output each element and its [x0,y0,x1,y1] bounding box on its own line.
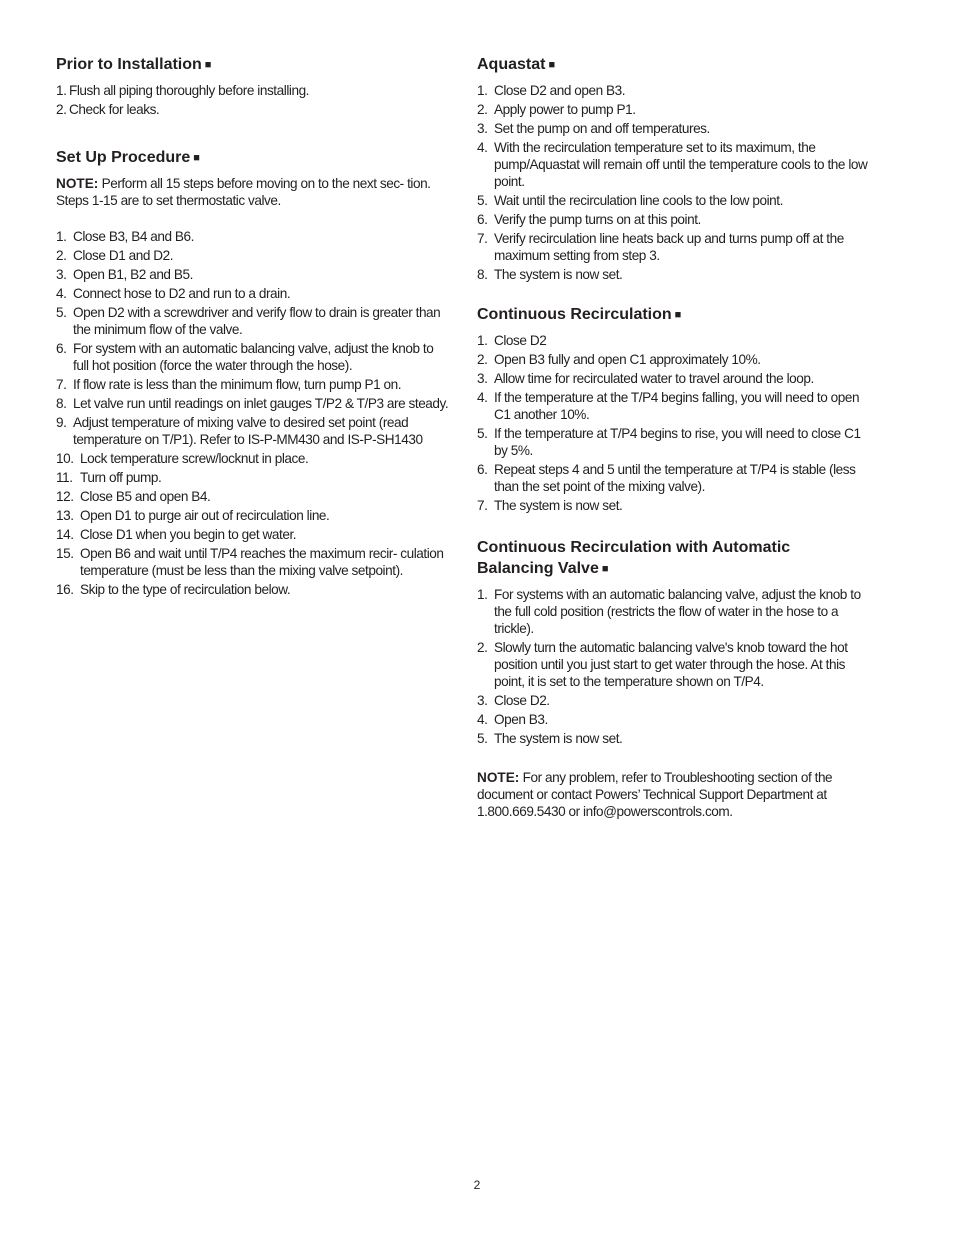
section-marker-icon: ■ [601,563,609,575]
setup-heading-text: Set Up Procedure [56,149,191,166]
list-item: 15. Open B6 and wait until T/P4 reaches the maximum recir- culation temperature (must be less than the mixing valve setpoint). [56,546,444,578]
list-item: 4. Connect hose to D2 and run to a drain. [56,286,291,301]
list-item: 12. Close B5 and open B4. [56,489,211,504]
aquastat-heading-text: Aquastat [477,56,546,73]
list-item: 3. Allow time for recirculated water to travel around the loop. [477,371,814,386]
auto-heading-line1: Continuous Recirculation with Automatic [477,539,791,556]
setup-list [56,228,451,448]
list-item: 2. Open B3 fully and open C1 approximately 10%. [477,352,761,367]
auto-heading-line2: Balancing Valve [477,560,599,577]
continuous-heading [477,304,872,327]
list-item: 10. Lock temperature screw/locknut in place. [56,451,309,466]
section-marker-icon: ■ [548,59,556,71]
list-item: 1. Close D2 [477,333,547,348]
section-marker-icon: ■ [204,59,212,71]
list-item: 16. Skip to the type of recirculation below. [56,582,291,597]
list-item: 5. Open D2 with a screwdriver and verify flow to drain is greater than the minimum flow of the valve. [56,305,441,337]
prior-heading-text: Prior to Installation [56,56,202,73]
setup-note: NOTE: Perform all 15 steps before moving on to the next sec- tion. Steps 1-15 are to set thermostatic valve. [56,176,431,208]
final-note: NOTE: For any problem, refer to Troubleshooting section of the document or contact Powers’ Technical Support Department at 1.800.669.5430 or info@powerscontrols.com. [477,770,833,819]
list-item: 2. Apply power to pump P1. [477,102,636,117]
list-item: 2. Close D1 and D2. [56,248,174,263]
list-item: 13. Open D1 to purge air out of recirculation line. [56,508,330,523]
list-item: 5. If the temperature at T/P4 begins to rise, you will need to close C1 by 5%. [477,426,861,458]
prior-heading [56,54,451,77]
auto-balancing-list [477,586,872,747]
list-item: 6. For system with an automatic balancing valve, adjust the knob to full hot position (force the water through the hose). [56,341,434,373]
setup-list-continued [56,450,451,598]
list-item: 2. Check for leaks. [56,102,160,117]
note-label: NOTE: [477,770,520,785]
list-item: 3. Open B1, B2 and B5. [56,267,193,282]
list-item: 3. Close D2. [477,693,550,708]
continuous-heading-text: Continuous Recirculation [477,306,672,323]
list-item: 4. Open B3. [477,712,548,727]
aquastat-heading [477,54,872,77]
list-item: 2. Slowly turn the automatic balancing valve's knob toward the hot position until you just start to get water through the hose. At this point, it is set to the temperature shown on T/P4. [477,640,848,689]
prior-list [56,82,451,118]
section-marker-icon: ■ [674,309,682,321]
list-item: 1. Close B3, B4 and B6. [56,229,194,244]
note-label: NOTE: [56,176,99,191]
list-item: 4. If the temperature at the T/P4 begins falling, you will need to open C1 another 10%. [477,390,860,422]
list-item: 1. For systems with an automatic balancing valve, adjust the knob to the full cold position (restricts the flow of water in the hose to a trickle). [477,587,861,636]
setup-heading [56,147,451,170]
list-item: 8. Let valve run until readings on inlet gauges T/P2 & T/P3 are steady. [56,396,449,411]
continuous-list [477,332,872,514]
list-item: 1. Flush all piping thoroughly before installing. [56,83,310,98]
list-item: 11. Turn off pump. [56,470,162,485]
list-item: 3. Set the pump on and off temperatures. [477,121,710,136]
list-item: 5. Wait until the recirculation line cools to the low point. [477,193,783,208]
right-column [477,54,872,820]
left-column [56,54,451,600]
auto-balancing-heading [477,537,872,581]
list-item: 4. With the recirculation temperature set to its maximum, the pump/Aquastat will remain off until the temperature cools to the low point. [477,140,868,189]
list-item: 1. Close D2 and open B3. [477,83,626,98]
list-item: 14. Close D1 when you begin to get water. [56,527,297,542]
list-item: 8. The system is now set. [477,267,623,282]
aquastat-list [477,82,872,283]
list-item: 7. The system is now set. [477,498,623,513]
section-marker-icon: ■ [193,152,200,164]
list-item: 6. Verify the pump turns on at this point. [477,212,701,227]
list-item: 6. Repeat steps 4 and 5 until the temperature at T/P4 is stable (less than the set point of the mixing valve). [477,462,856,494]
list-item: 7. If flow rate is less than the minimum flow, turn pump P1 on. [56,377,402,392]
list-item: 5. The system is now set. [477,731,623,746]
page-number: 2 [473,1178,481,1192]
list-item: 7. Verify recirculation line heats back up and turns pump off at the maximum setting from step 3. [477,231,844,263]
list-item: 9. Adjust temperature of mixing valve to desired set point (read temperature on T/P1). Refer to IS-P-MM430 and IS-P-SH1430 [56,415,423,447]
